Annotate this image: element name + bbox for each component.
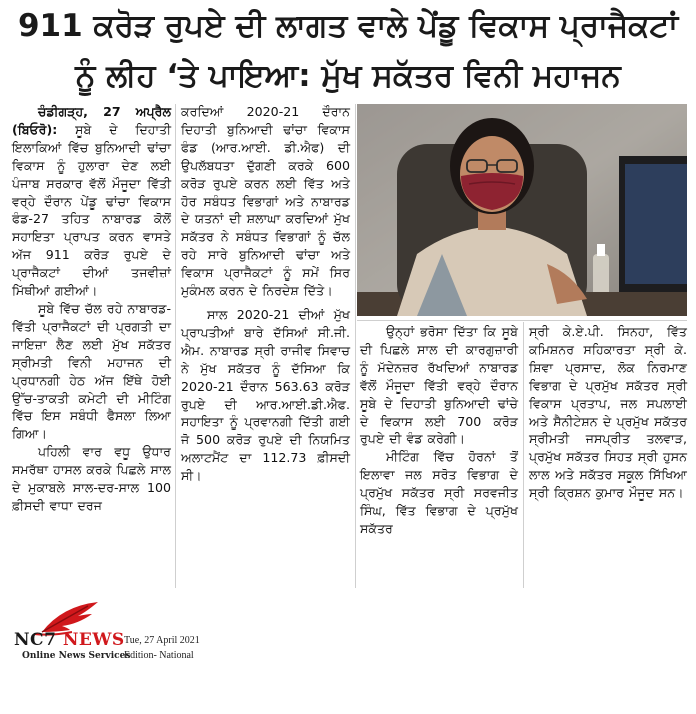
dateline: ਚੰਡੀਗੜ੍ਹ, 27 ਅਪ੍ਰੈਲ (ਬਿਓਰੋ): — [12, 104, 171, 137]
logo-prefix: NC7 — [14, 630, 57, 650]
article-column-3 — [360, 323, 518, 538]
publication-date: Tue, 27 April 2021 — [124, 635, 200, 646]
headline — [0, 4, 696, 98]
article-column-1 — [12, 103, 171, 515]
woman-in-red-mask-photo — [357, 104, 687, 316]
paragraph: ਸੂਬੇ ਵਿੱਚ ਚੱਲ ਰਹੇ ਨਾਬਾਰਡ-ਵਿੱਤੀ ਪ੍ਰਾਜੈਕਟਾਂ ਦੀ ਪ੍ਰਗਤੀ ਦਾ ਜਾਇਜ਼ਾ ਲੈਣ ਲਈ ਮੁੱਖ ਸਕੱਤਰ ਸ੍ਰੀਮਤੀ ਵਿਨੀ ਮਹਾਜਨ ਦੀ ਪ੍ਰਧਾਨਗੀ ਹੇਠ ਅੱਜ ਇੱਥੇ ਹੋਈ ਉੱਚ-ਤਾਕਤੀ ਕਮੇਟੀ ਦੀ ਮੀਟਿੰਗ ਵਿੱਚ ਇਸ ਸਬੰਧੀ ਫੈਸਲਾ ਲਿਆ ਗਿਆ। — [12, 300, 171, 442]
paragraph: ਸੂਬੇ ਦੇ ਦਿਹਾਤੀ ਇਲਾਕਿਆਂ ਵਿੱਚ ਬੁਨਿਆਦੀ ਢਾਂਚਾ ਵਿਕਾਸ ਨੂੰ ਹੁਲਾਰਾ ਦੇਣ ਲਈ ਪੰਜਾਬ ਸਰਕਾਰ ਵੱਲੋਂ ਮੌਜੂਦਾ ਵਿੱਤੀ ਵਰ੍ਹੇ ਦੌਰਾਨ ਪੇਂਡੂ ਢਾਂਚਾ ਵਿਕਾਸ ਫੰਡ-27 ਤਹਿਤ ਨਾਬਾਰਡ ਕੋਲੋਂ ਸਹਾਇਤਾ ਪ੍ਰਾਪਤ ਕਰਨ ਵਾਸਤੇ ਅੱਜ 911 ਕਰੋੜ ਰੁਪਏ ਦੇ ਪ੍ਰਾਜੈਕਟਾਂ ਦੀਆਂ ਤਜਵੀਜ਼ਾਂ ਮਿੱਥੀਆਂ ਗਈਆਂ। — [12, 121, 171, 299]
column-rule — [175, 104, 176, 588]
logo-suffix: NEWS — [62, 630, 125, 650]
paragraph: ਕਰਦਿਆਂ 2020-21 ਦੌਰਾਨ ਦਿਹਾਤੀ ਬੁਨਿਆਦੀ ਢਾਂਚਾ ਵਿਕਾਸ ਫੰਡ (ਆਰ.ਆਈ. ਡੀ.ਐਫ) ਦੀ ਉਪਲੱਬਧਤਾ ਦੁੱਗਣੀ ਕਰਕੇ 600 ਕਰੋੜ ਰੁਪਏ ਕਰਨ ਲਈ ਵਿੱਤ ਅਤੇ ਹੋਰ ਸਬੰਧਤ ਵਿਭਾਗਾਂ ਅਤੇ ਨਾਬਾਰਡ ਦੇ ਯਤਨਾਂ ਦੀ ਸ਼ਲਾਘਾ ਕਰਦਿਆਂ ਮੁੱਖ ਸਕੱਤਰ ਨੇ ਸਬੰਧਤ ਵਿਭਾਗਾਂ ਨੂੰ ਚੱਲ ਰਹੇ ਸਾਰੇ ਬੁਨਿਆਦੀ ਢਾਂਚਾ ਅਤੇ ਵਿਕਾਸ ਪ੍ਰਾਜੈਕਟਾਂ ਨੂੰ ਸਮੇਂ ਸਿਰ ਮੁਕੰਮਲ ਕਰਨ ਦੇ ਨਿਰਦੇਸ਼ ਦਿੱਤੇ। — [181, 104, 350, 299]
article-column-4 — [529, 323, 687, 502]
column-rule — [523, 322, 524, 588]
article-column-2 — [181, 103, 350, 485]
photo-rule — [357, 320, 687, 321]
logo-wordmark — [14, 630, 125, 650]
paragraph: ਮੀਟਿੰਗ ਵਿੱਚ ਹੋਰਨਾਂ ਤੋਂ ਇਲਾਵਾ ਜਲ ਸਰੋਤ ਵਿਭਾਗ ਦੇ ਪ੍ਰਮੁੱਖ ਸਕੱਤਰ ਸ੍ਰੀ ਸਰਵਜੀਤ ਸਿੰਘ, ਵਿੱਤ ਵਿਭਾਗ ਦੇ ਪ੍ਰਮੁੱਖ ਸਕੱਤਰ — [360, 449, 518, 536]
headline-line-2: ਨੂੰ ਲੀਹ ‘ਤੇ ਪਾਇਆ: ਮੁੱਖ ਸਕੱਤਰ ਵਿਨੀ ਮਹਾਜਨ — [75, 58, 621, 94]
paragraph: ਸ੍ਰੀ ਕੇ.ਏ.ਪੀ. ਸਿਨਹਾ, ਵਿੱਤ ਕਮਿਸ਼ਨਰ ਸਹਿਕਾਰਤਾ ਸ੍ਰੀ ਕੇ. ਸ਼ਿਵਾ ਪ੍ਰਸਾਦ, ਲੋਕ ਨਿਰਮਾਣ ਵਿਭਾਗ ਦੇ ਪ੍ਰਮੁੱਖ ਸਕੱਤਰ ਸ੍ਰੀ ਵਿਕਾਸ ਪ੍ਰਤਾਪ, ਜਲ ਸਪਲਾਈ ਅਤੇ ਸੈਨੀਟੇਸ਼ਨ ਦੇ ਪ੍ਰਮੁੱਖ ਸਕੱਤਰ ਸ੍ਰੀਮਤੀ ਜਸਪ੍ਰੀਤ ਤਲਵਾੜ, ਪ੍ਰਮੁੱਖ ਸਕੱਤਰ ਸਿਹਤ ਸ੍ਰੀ ਹੁਸਨ ਲਾਲ ਅਤੇ ਸਕੱਤਰ ਸਕੂਲ ਸਿੱਖਿਆ ਸ੍ਰੀ ਕ੍ਰਿਸ਼ਨ ਕੁਮਾਰ ਮੌਜੂਦ ਸਨ। — [529, 324, 687, 501]
paragraph: ਸਾਲ 2020-21 ਦੀਆਂ ਮੁੱਖ ਪ੍ਰਾਪਤੀਆਂ ਬਾਰੇ ਦੱਸਿਆਂ ਸੀ.ਜੀ. ਐਮ. ਨਾਬਾਰਡ ਸ੍ਰੀ ਰਾਜੀਵ ਸਿਵਾਚ ਨੇ ਮੁੱਖ ਸਕੱਤਰ ਨੂੰ ਦੱਸਿਆ ਕਿ 2020-21 ਦੌਰਾਨ 563.63 ਕਰੋੜ ਰੁਪਏ ਦੀ ਆਰ.ਆਈ.ਡੀ.ਐਫ. ਸਹਾਇਤਾ ਨੂੰ ਪ੍ਰਵਾਨਗੀ ਦਿੱਤੀ ਗਈ ਜੋ 500 ਕਰੋੜ ਰੁਪਏ ਦੀ ਨਿਯਮਿਤ ਅਲਾਟਮੈਂਟ ਦਾ 112.73 ਫ਼ੀਸਦੀ ਸੀ। — [181, 306, 350, 484]
paragraph: ਪਹਿਲੀ ਵਾਰ ਵਧੂ ਉਧਾਰ ਸਮਰੱਥਾ ਹਾਸਲ ਕਰਕੇ ਪਿਛਲੇ ਸਾਲ ਦੇ ਮੁਕਾਬਲੇ ਸਾਲ-ਦਰ-ਸਾਲ 100 ਫ਼ੀਸਦੀ ਵਾਧਾ ਦਰਜ — [12, 444, 171, 513]
logo-tagline: Online News Services — [22, 651, 131, 661]
headline-line-1: 911 ਕਰੋੜ ਰੁਪਏ ਦੀ ਲਾਗਤ ਵਾਲੇ ਪੇਂਡੂ ਵਿਕਾਸ ਪ੍ਰਾਜੈਕਟਾਂ — [17, 8, 679, 44]
column-rule — [355, 104, 356, 588]
edition-label: Edition- National — [124, 650, 194, 661]
paragraph: ਉਨ੍ਹਾਂ ਭਰੋਸਾ ਦਿੱਤਾ ਕਿ ਸੂਬੇ ਦੀ ਪਿਛਲੇ ਸਾਲ ਦੀ ਕਾਰਗੁਜ਼ਾਰੀ ਨੂੰ ਮੱਦੇਨਜ਼ਰ ਰੱਖਦਿਆਂ ਨਾਬਾਰਡ ਵੱਲੋਂ ਮੌਜੂਦਾ ਵਿੱਤੀ ਵਰ੍ਹੇ ਦੌਰਾਨ ਸੂਬੇ ਦੇ ਦਿਹਾਤੀ ਬੁਨਿਆਦੀ ਢਾਂਚੇ ਦੇ ਵਿਕਾਸ ਲਈ 700 ਕਰੋੜ ਰੁਪਏ ਦੀ ਵੰਡ ਕਰੇਗੀ। — [360, 324, 518, 447]
